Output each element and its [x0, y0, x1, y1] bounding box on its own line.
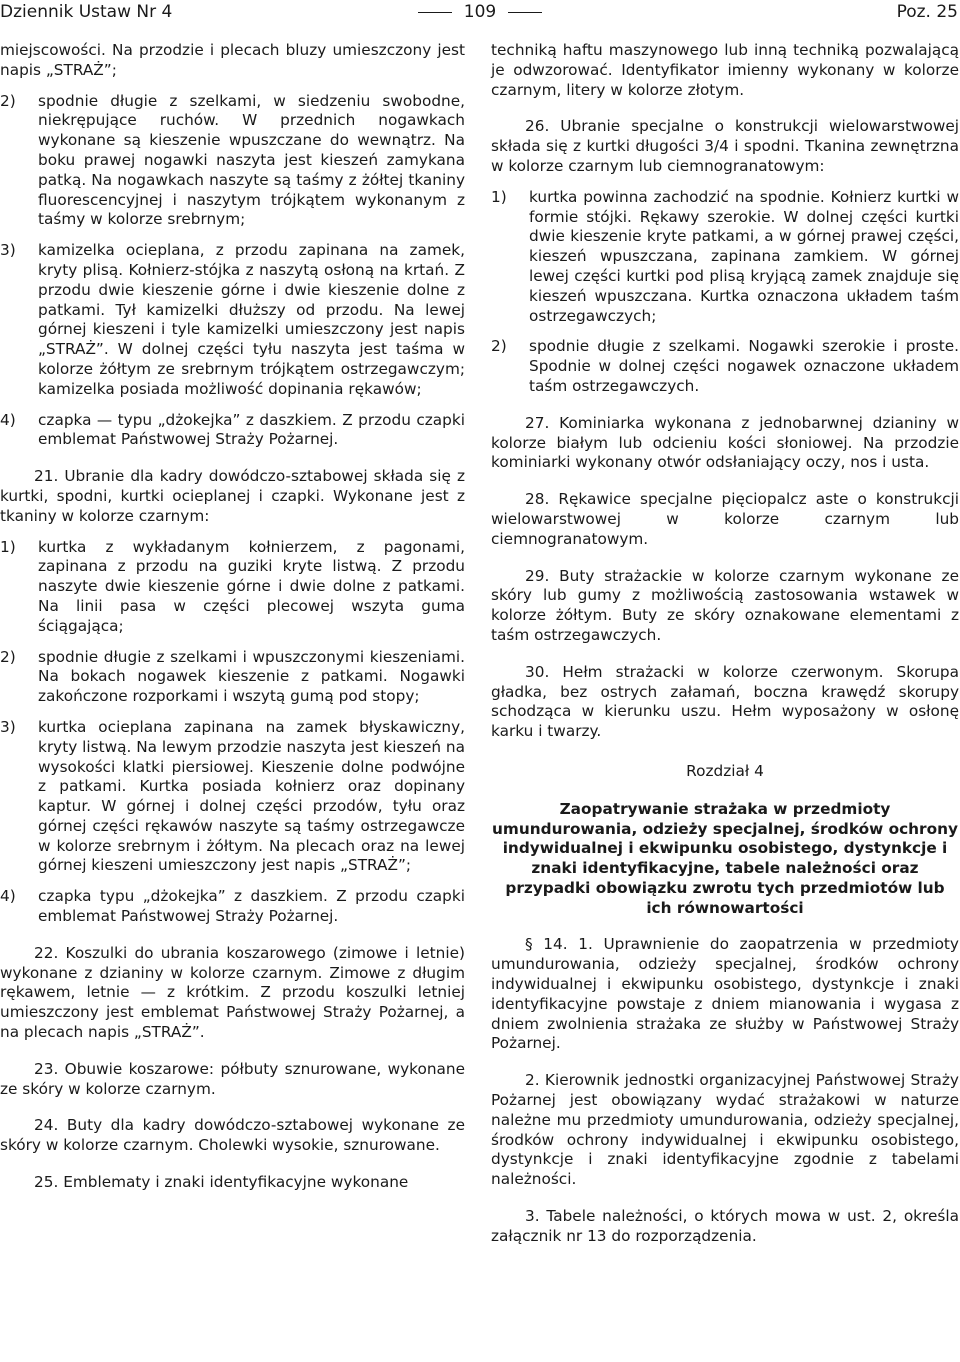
- item-number: 4): [0, 887, 16, 906]
- list-item: [491, 188, 959, 327]
- list-item: [491, 337, 959, 396]
- chapter-title: Zaopatrywanie strażaka w przedmioty umundurowania, odzieży specjalnej, środków ochrony indywidualnej i ekwipunku osobistego, dystynkcje i znaki identyfikacyjne, tabele należności oraz przypadki obowiązku zwrotu tych przedmiotów lub ich równowartości: [492, 799, 958, 917]
- list-item: [0, 887, 465, 927]
- item-number: 1): [0, 537, 16, 556]
- item-text: kurtka z wykładanym kołnierzem, z pagonami, zapinana z przodu na guziki kryte listwą. Z przodu naszyte dwie kieszenie górne i dwie dolne z patkami. Na linii pasa w części plecowej wszyta guma ściągająca;: [38, 537, 465, 635]
- left-column: [0, 41, 465, 1193]
- item-text: spodnie długie z szelkami, w siedzeniu swobodne, niekrępujące ruchów. W przednich nogawkach wykonane są kieszenie wpuszczane do wewnątrz. Na boku prawej nogawki naszyta jest kieszeń zamykana patką. Na nogawkach naszyte są taśmy z żółtej tkaniny fluorescencyjnej i naszytym trójkątem wykonanym z taśmy w kolorze srebrnym;: [38, 91, 465, 229]
- paragraph-30: 30. Hełm strażacki w kolorze czerwonym. Skorupa gładka, bez ostrych załamań, boczna krawędź skorupy schodząca w kierunku uszu. Hełm wyposażony w osłonę karku i twarzy.: [491, 662, 959, 741]
- item-number: 3): [0, 241, 16, 260]
- item-text: kurtka powinna zachodzić na spodnie. Kołnierz kurtki w formie stójki. Rękawy szerokie. W dolnej części kurtki dwie kieszenie kryte patkami, a w górnej prawej części, kieszeń wpuszczana, zapinana zamkiem. W górnej lewej części kurtki pod plisą kryjącą zamek znajduje się kieszeń wpuszczana. Kurtka oznaczona układem taśm ostrzegawczych;: [529, 187, 959, 325]
- section-14-3: 3. Tabele należności, o których mowa w ust. 2, określa załącznik nr 13 do rozporządzenia.: [491, 1207, 959, 1245]
- paragraph-26: 26. Ubranie specjalne o konstrukcji wielowarstwowej składa się z kurtki długości 3/4 i spodni. Tkanina zewnętrzna w kolorze czarnym lub ciemnogranatowym:: [491, 117, 959, 175]
- item-text: kurtka ocieplana zapinana na zamek błyskawiczny, kryty listwą. Na lewym przodzie naszyta jest kieszeń na wysokości klatki piersiowej. Kieszenie dolne podwójne z patkami. Kurtka posiada kołnierz oraz dopinany kaptur. W górnej i dolnej części przodów, tyłu oraz górnej części rękawów naszyte są taśmy ostrzegawcze w kolorze srebrnym i żółtym. Na plecach oraz na lewej górnej kieszeni umieszczony jest napis „STRAŻ”;: [38, 717, 465, 875]
- section-14-1: § 14. 1. Uprawnienie do zaopatrzenia w przedmioty umundurowania, odzieży specjalnej, środków ochrony indywidualnej i ekwipunku osobistego, dystynkcje i znaki identyfikacyjne powstaje z dniem mianowania i wygasa z dniem zwolnienia strażaka ze służby w Państwowej Straży Pożarnej.: [491, 935, 959, 1053]
- item-number: 3): [0, 717, 16, 736]
- item-text: spodnie długie z szelkami. Nogawki szerokie i proste. Spodnie w dolnej części nogawek oznaczone układem taśm ostrzegawczych.: [529, 337, 959, 395]
- item-number: 2): [0, 91, 16, 110]
- list-item: [0, 92, 465, 231]
- item-text: spodnie długie z szelkami i wpuszczonymi kieszeniami. Na bokach nogawek kieszenie z patkami. Nogawki zakończone rozporkami i wszytą gumą pod stopy;: [38, 647, 465, 706]
- list-item: [0, 648, 465, 707]
- item-text: czapka typu „dżokejka” z daszkiem. Z przodu czapki emblemat Państwowej Straży Pożarnej.: [38, 887, 465, 926]
- paragraph: miejscowości. Na przodzie i plecach bluzy umieszczony jest napis „STRAŻ”;: [0, 41, 465, 79]
- paragraph-21: 21. Ubranie dla kadry dowódczo-sztabowej składa się z kurtki, spodni, kurtki ocieplanej i czapki. Wykonane jest z tkaniny w kolorze czarnym:: [0, 467, 465, 525]
- list-item: [0, 538, 465, 637]
- list-item: [0, 718, 465, 876]
- dash-left: [418, 12, 452, 13]
- position-label: Poz. 25: [896, 2, 958, 22]
- dash-right: [508, 12, 542, 13]
- item-number: 1): [491, 187, 507, 206]
- list-item: [0, 241, 465, 399]
- paragraph-23: 23. Obuwie koszarowe: półbuty sznurowane, wykonane ze skóry w kolorze czarnym.: [0, 1059, 465, 1098]
- page-number-block: [0, 0, 960, 24]
- right-column: [491, 41, 959, 1247]
- paragraph-24: 24. Buty dla kadry dowódczo-sztabowej wykonane ze skóry w kolorze czarnym. Cholewki wysokie, sznurowane.: [0, 1116, 465, 1155]
- paragraph-29: 29. Buty strażackie w kolorze czarnym wykonane ze skóry lub gumy z możliwością zastosowania wstawek w kolorze żółtym. Buty ze skóry oznakowane elementami z taśm ostrzegawczych.: [491, 566, 959, 644]
- section-14-2: 2. Kierownik jednostki organizacyjnej Państwowej Straży Pożarnej jest obowiązany wydać strażakowi w naturze należne mu przedmioty umundurowania, odzieży specjalnej, środków ochrony indywidualnej i ekwipunku osobistego, dystynkcje i znaki identyfikacyjne zgodnie z tabelami należności.: [491, 1071, 959, 1189]
- page-header: [0, 0, 960, 24]
- item-number: 2): [491, 337, 507, 356]
- item-text: kamizelka ocieplana, z przodu zapinana na zamek, kryty plisą. Kołnierz-stójka z naszytą osłoną na krtań. Z przodu dwie kieszenie górne i dwie kieszenie dolne z patkami. Tył kamizelki dłuższy od przodu. Na lewej górnej kieszeni i tyle kamizelki umieszczony jest napis „STRAŻ”. W dolnej części tyłu naszyta jest taśma w kolorze żółtym ze srebrnym trójkątem ostrzegawczym; kamizelka posiada możliwość dopinania rękawów;: [38, 241, 465, 398]
- paragraph-28: 28. Rękawice specjalne pięciopalcz aste o konstrukcji wielowarstwowej w kolorze czarnym lub ciemnogranatowym.: [491, 490, 959, 548]
- paragraph-25-continued: techniką haftu maszynowego lub inną techniką pozwalającą je odwzorować. Identyfikator imienny wykonany w kolorze czarnym, litery w kolorze złotym.: [491, 41, 959, 99]
- page-number: 109: [463, 2, 497, 22]
- item-number: 4): [0, 410, 16, 429]
- item-text: czapka — typu „dżokejka” z daszkiem. Z przodu czapki emblemat Państwowej Straży Pożarnej.: [38, 410, 465, 449]
- chapter-heading: Rozdział 4: [686, 761, 764, 780]
- item-number: 2): [0, 647, 16, 666]
- paragraph-25: 25. Emblematy i znaki identyfikacyjne wykonane: [34, 1173, 409, 1192]
- journal-title: Dziennik Ustaw Nr 4: [0, 2, 173, 22]
- list-item: [0, 411, 465, 451]
- paragraph-27: 27. Kominiarka wykonana z jednobarwnej dzianiny w kolorze białym lub odcieniu kości słoniowej. Na przodzie kominiarki wykonany otwór odsłaniający oczy, nos i usta.: [491, 413, 959, 472]
- paragraph-22: 22. Koszulki do ubrania koszarowego (zimowe i letnie) wykonane z dzianiny w kolorze czarnym. Zimowe z długim rękawem, letnie — z krótkim. Z przodu koszulki letniej umieszczony jest emblemat Państwowej Straży Pożarnej, a na plecach napis „STRAŻ”.: [0, 943, 465, 1042]
